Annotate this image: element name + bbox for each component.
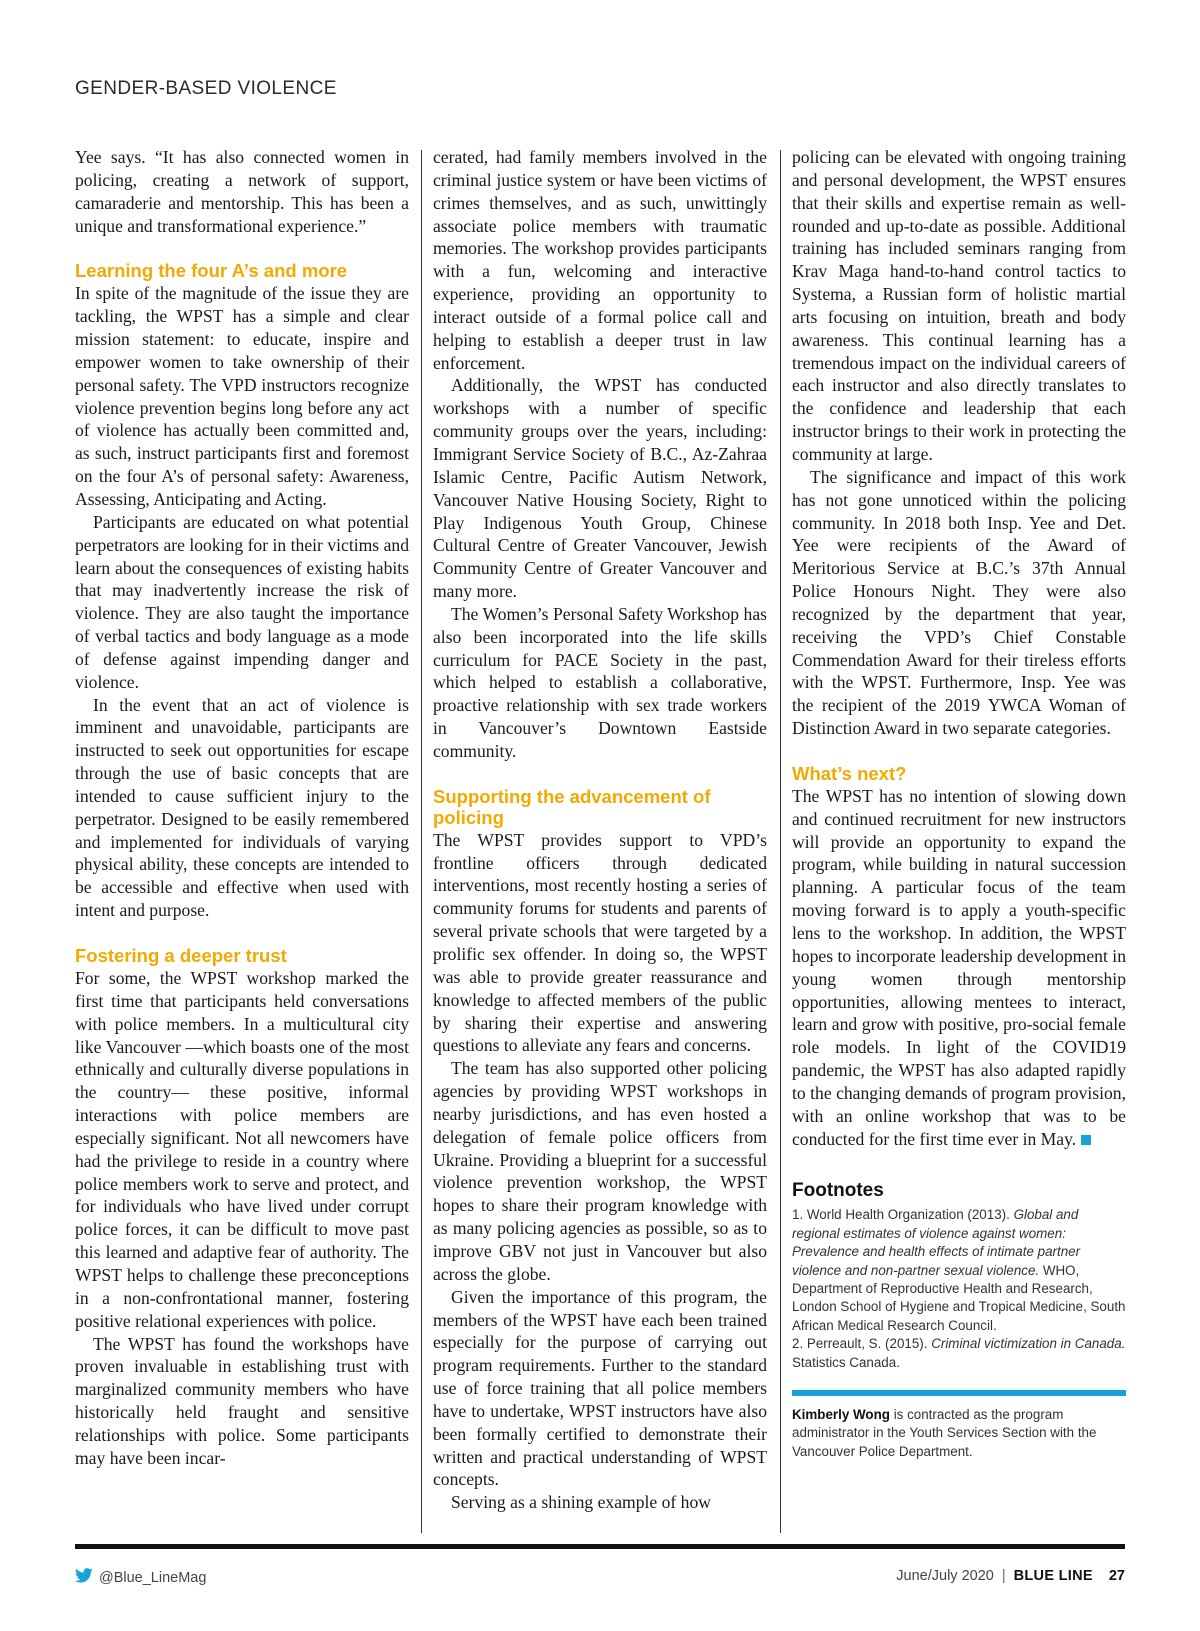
column-divider [780,150,781,1533]
paragraph: cerated, had family members involved in the criminal justice system or have been victims of crimes themselves, and as such, unwittingly associate police members with traumatic memories. The workshop provides participants with a fun, welcoming and interactive experience, providing an opportunity to interact outside of a formal police call and helping to establish a deeper trust in law enforcement. [433,147,767,373]
column-divider [421,150,422,1533]
paragraph: For some, the WPST workshop marked the first time that participants held conversations with police members. In a multicultural city like Vancouver —which boasts one of the most ethnically and culturally diverse populations in the country— these positive, informal interactions with police members are especially significant. Not all newcomers have had the privilege to reside in a country where police members work to serve and protect, and for individuals who have lived under corrupt police forces, it can be difficult to move past this learned and adaptive fear of authority. The WPST helps to challenge these preconceptions in a non-confrontational manner, fostering positive relational experiences with police. [75,968,409,1331]
article-column-3 [792,146,1126,1541]
paragraph: The WPST provides support to VPD’s frontline officers through dedicated interventions, most recently hosting a series of community forums for students and parents of several private schools that were targeted by a prolific sex offender. In doing so, the WPST was able to provide greater reassurance and knowledge to affected members of the public by sharing their expertise and answering questions to alleviate any fears and concerns. [433,829,767,1056]
footnote-1 [792,1206,1126,1335]
paragraph: The significance and impact of this work has not gone unnoticed within the policing community. In 2018 both Insp. Yee and Det. Yee were recipients of the Award of Meritorious Service at B.C.’s 37th Annual Police Honours Night. They were also recognized by the department that year, receiving the VPD’s Chief Constable Commendation Award for their tireless efforts with the WPST. Furthermore, Insp. Yee was the recipient of the 2019 YWCA Woman of Distinction Award in two separate categories. [792,466,1126,739]
paragraph: Yee says. “It has also connected women in policing, creating a network of support, camaraderie and mentorship. This has been a unique and transformational experience.” [75,147,409,236]
footnote-1-author: 1. World Health Organization (2013). [792,1207,1014,1223]
bio-divider [792,1390,1126,1396]
footer-publication [896,1568,1125,1584]
footnote-2 [792,1335,1126,1372]
footnote-2-title: Criminal victimization in Canada. [931,1336,1126,1352]
twitter-bird-icon [75,1568,93,1587]
paragraph: The WPST has found the workshops have proven invaluable in establishing trust with marginalized community members who have historically held fraught and sensitive relationships with police. Some participants may have been incar- [75,1333,409,1468]
page-number: 27 [1108,1568,1125,1584]
paragraph: Serving as a shining example of how [451,1492,711,1513]
author-bio [792,1406,1126,1461]
footer-rule [75,1544,1125,1549]
article-column-2 [433,146,767,1541]
end-mark-icon [1081,1135,1091,1145]
footnote-1-publisher: WHO, Department of Reproductive Health and Research, London School of Hygiene and Tropical Medicine, South African Medical Research Council. [792,1262,1126,1333]
paragraph: The Women’s Personal Safety Workshop has also been incorporated into the life skills curriculum for PACE Society in the past, which helped to establish a collaborative, proactive relationship with sex trade workers in Vancouver’s Downtown Eastside community. [433,603,767,761]
author-name: Kimberly Wong [792,1406,890,1422]
footer-social[interactable] [75,1568,206,1587]
footnotes-title: Footnotes [792,1180,884,1202]
paragraph: In the event that an act of violence is imminent and unavoidable, participants are instructed to seek out opportunities for escape through the use of basic concepts that are intended to cause sufficient injury to the perpetrator. Designed to be easily remembered and implemented for individuals of varying physical ability, these concepts are intended to be accessible and effective when used with intent and purpose. [75,694,409,921]
paragraph: Additionally, the WPST has conducted workshops with a number of specific community groups over the years, including: Immigrant Service Society of B.C., Az-Zahraa Islamic Centre, Pacific Autism Network, Vancouver Native Housing Society, Right to Play Indigenous Youth Group, Chinese Cultural Centre of Greater Vancouver, Jewish Community Centre of Greater Vancouver and many more. [433,375,767,602]
section-label: GENDER-BASED VIOLENCE [75,78,337,99]
paragraph [792,785,1126,1151]
paragraph: Given the importance of this program, the members of the WPST have each been trained especially for the purpose of carrying out program requirements. Further to the standard use of force training that all police members have to undertake, WPST instructors have also been formally certified to demonstrate their written and practical understanding of WPST concepts. [433,1286,767,1490]
paragraph: policing can be elevated with ongoing training and personal development, the WPST ensures that their skills and expertise remain as well-rounded and up-to-date as possible. Additional training has included seminars ranging from Krav Maga hand-to-hand control tactics to Systema, a Russian form of holistic martial arts focusing on intuition, breath and body awareness. This continual learning has a tremendous impact on the individual careers of each instructor and also directly translates to the confidence and leadership that each instructor brings to their work in protecting the community at large. [792,147,1126,464]
subheading-supporting: Supporting the advancement of policing [433,785,711,828]
subheading-fostering: Fostering a deeper trust [75,945,287,966]
paragraph: In spite of the magnitude of the issue they are tackling, the WPST has a simple and clear mission statement: to educate, inspire and empower women to take ownership of their personal safety. The VPD instructors recognize violence prevention begins long before any act of violence has actually been committed and, as such, instruct participants first and foremost on the four A’s of personal safety: Awareness, Assessing, Anticipating and Acting. [75,283,409,509]
footnote-1-title: Global and regional estimates of violence against women: Prevalence and health effects of intimate partner violence and non-partner sexual violence. [792,1207,1081,1278]
twitter-handle[interactable]: @Blue_LineMag [99,1569,207,1586]
footer-separator: | [1001,1568,1006,1584]
publication-name: BLUE LINE [1013,1568,1093,1584]
issue-date: June/July 2020 [896,1568,994,1584]
footnote-2-author: 2. Perreault, S. (2015). [792,1336,932,1352]
article-column-1 [75,146,409,1541]
paragraph: The team has also supported other policing agencies by providing WPST workshops in nearby jurisdictions, and has even hosted a delegation of female police officers from Ukraine. Providing a blueprint for a successful violence prevention workshop, the WPST hopes to share their program knowledge with as many policing agencies as possible, so as to improve GBV not just in Vancouver but also across the globe. [433,1058,767,1284]
subheading-learning: Learning the four A’s and more [75,260,348,282]
author-bio-text: is contracted as the program administrator in the Youth Services Section with the Vancouver Police Department. [792,1406,1097,1459]
paragraph-text: The WPST has no intention of slowing down and continued recruitment for new instructors will provide an opportunity to expand the program, while building in natural succession planning. A particular focus of the team moving forward is to apply a youth-specific lens to the workshop. In addition, the WPST hopes to incorporate leadership development in young women through mentorship opportunities, allowing mentees to interact, learn and grow with positive, pro-social female role models. In light of the COVID19 pandemic, the WPST has also adapted rapidly to the changing demands of program provision, with an online workshop that was to be conducted for the first time ever in May. [792,785,1126,1149]
subheading-whats-next: What’s next? [792,762,907,784]
footnote-2-publisher: Statistics Canada. [792,1354,900,1370]
paragraph: Participants are educated on what potential perpetrators are looking for in their victims and learn about the consequences of existing habits that may inadvertently increase the risk of violence. They are also taught the importance of verbal tactics and body language as a mode of defense against impending danger and violence. [75,511,409,692]
